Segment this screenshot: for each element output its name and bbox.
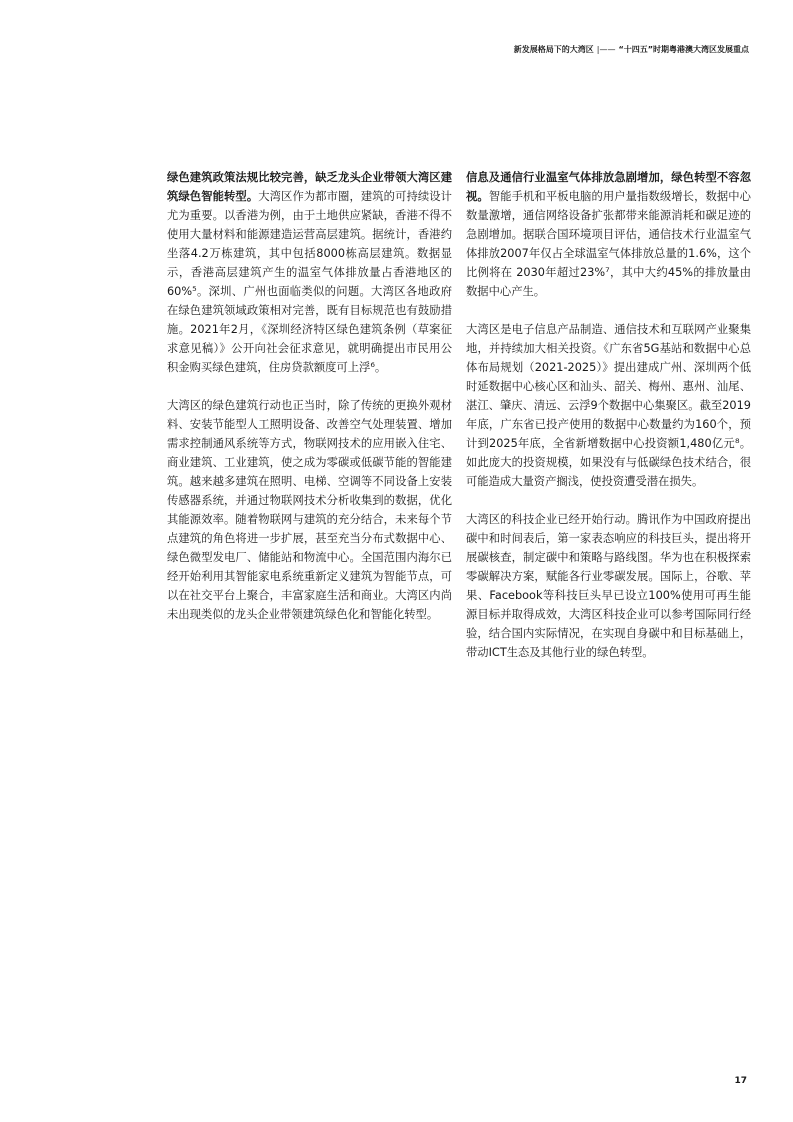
header-subtitle: “十四五”时期粤港澳大湾区发展重点 [618,45,749,54]
running-header [514,44,749,55]
left-column [167,168,452,643]
right-column [466,168,751,681]
paragraph-heading: 绿色建筑政策法规比较完善，缺乏龙头企业带领大湾区建筑绿色智能转型。 [167,171,452,203]
paragraph-body: 智能手机和平板电脑的用户量指数级增长，数据中心数量激增，通信网络设备扩张都带来能源消耗和碳足迹的急剧增加。据联合国环境项目评估，通信技术行业温室气体排放2007年仅占全球温室气体排放总量的1.6%，这个比例将在 2030年超过23%⁷，其中大约45%的排放量由数据中心产生。 [466,190,751,298]
paragraph-ict-emissions [466,168,751,301]
paragraph-green-building [167,168,452,377]
header-separator: |—— [596,45,616,54]
paragraph-heading: 信息及通信行业温室气体排放急剧增加，绿色转型不容忽视。 [466,171,751,203]
paragraph-green-building-action: 大湾区的绿色建筑行动也正当时，除了传统的更换外观材料、安装节能型人工照明设备、改善空气处理装置、增加需求控制通风系统等方式，物联网技术的应用嵌入住宅、商业建筑、工业建筑，使之成为零碳或低碳节能的智能建筑。越来越多建筑在照明、电梯、空调等不同设备上安装传感器系统，并通过物联网技术分析收集到的数据，优化其能源效率。随着物联网与建筑的充分结合，未来每个节点建筑的角色将进一步扩展，甚至充当分布式数据中心、绿色微型发电厂、储能站和物流中心。全国范围内海尔已经开始利用其智能家电系统重新定义建筑为智能节点，可以在社交平台上聚合，丰富家庭生活和商业。大湾区内尚未出现类似的龙头企业带领建筑绿色化和智能化转型。 [167,399,452,621]
paragraph-tech-companies: 大湾区的科技企业已经开始行动。腾讯作为中国政府提出碳中和时间表后，第一家表态响应的科技巨头，提出将开展碳核查，制定碳中和策略与路线图。华为也在积极探索零碳解决方案，赋能各行业零碳发展。国际上，谷歌、苹果、Facebook等科技巨头早已设立100%使用可再生能源目标并取得成效，大湾区科技企业可以参考国际同行经验，结合国内实际情况，在实现自身碳中和目标基础上，带动ICT生态及其他行业的绿色转型。 [466,513,751,659]
page-number: 17 [734,1076,747,1086]
paragraph-data-centers: 大湾区是电子信息产品制造、通信技术和互联网产业聚集地，并持续加大相关投资。《广东省5G基站和数据中心总体布局规划（2021-2025）》提出建成广州、深圳两个低时延数据中心核心区和汕头、韶关、梅州、惠州、汕尾、湛江、肇庆、清远、云浮9个数据中心集聚区。截至2019年底，广东省已投产使用的数据中心数量约为160个，预计到2025年底，全省新增数据中心投资额1,480亿元⁸。如此庞大的投资规模，如果没有与低碳绿色技术结合，很可能造成大量资产搁浅，使投资遭受潜在损失。 [466,323,751,488]
header-title: 新发展格局下的大湾区 [513,45,594,54]
paragraph-body: 大湾区作为都市圈，建筑的可持续设计尤为重要。以香港为例，由于土地供应紧缺，香港不得不使用大量材料和能源建造运营高层建筑。据统计，香港约坐落4.2万栋建筑，其中包括8000栋高层建筑。数据显示，香港高层建筑产生的温室气体排放量占香港地区的60%⁵。深圳、广州也面临类似的问题。大湾区各地政府在绿色建筑领域政策相对完善，既有目标规范也有鼓励措施。2021年2月，《深圳经济特区绿色建筑条例（草案征求意见稿）》公开向社会征求意见，就明确提出市民用公积金购买绿色建筑，住房贷款额度可上浮⁶。 [167,190,452,374]
